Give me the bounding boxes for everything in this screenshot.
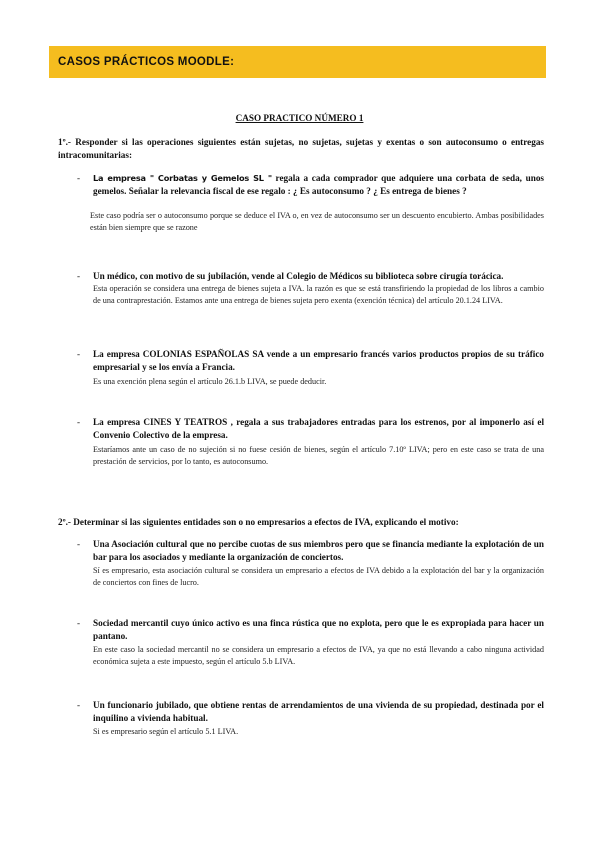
section2-item1-answer: Sí es empresario, esta asociación cultural se considera un empresario a efectos de IVA debido a la explotación del bar y la organización de conciertos con fines de lucro. [93, 566, 544, 588]
section1-item4-text: La empresa CINES Y TEATROS , regala a sus trabajadores entradas para los estrenos, por al imponerlo así el Convenio Colectivo de la empresa. [93, 417, 544, 440]
section2-item2-text: Sociedad mercantil cuyo único activo es una finca rústica que no explota, pero que le es expropiada para hacer un pantano. [93, 618, 544, 641]
section2-item3-answer: Si es empresario según el artículo 5.1 LIVA. [93, 727, 239, 736]
section1-item2-answer: Esta operación se considera una entrega de bienes sujeta a IVA. la razón es que se está transfiriendo la propiedad de los libros a cambio de una contraprestación. Estamos ante una entrega de bienes sujeta pero exenta (exención técnica) del artículo 20.1.24 LIVA. [93, 284, 544, 306]
section1-question: 1º.- Responder si las operaciones siguientes están sujetas, no sujetas, sujetas y exentas o son autoconsumo o entregas intracomunitarias: [58, 137, 544, 160]
section2-item1-text: Una Asociación cultural que no percibe cuotas de sus miembros pero que se financia mediante la explotación de un bar para los asociados y mediante la organización de conciertos. [93, 539, 544, 562]
section2-item3-text: Un funcionario jubilado, que obtiene rentas de arrendamientos de una vivienda de su propiedad, destinada por el inquilino a vivienda habitual. [93, 700, 544, 723]
section1-item3-answer: Es una exención plena según el artículo 26.1.b LIVA, se puede deducir. [93, 377, 327, 386]
section1-item1-answer: Este caso podría ser o autoconsumo porque se deduce el IVA o, en vez de autoconsumo ser un descuento encubierto. Ambas posibilidades están bien siempre que se razone [90, 211, 544, 233]
section1-item3-text: La empresa COLONIAS ESPAÑOLAS SA vende a un empresario francés varios productos propios de su tráfico empresarial y se los envía a Francia. [93, 349, 544, 372]
header-banner-title: CASOS PRÁCTICOS MOODLE: [58, 56, 235, 68]
section2-question: 2º.- Determinar si las siguientes entidades son o no empresarios a efectos de IVA, explicando el motivo: [58, 517, 459, 527]
section2-item3-bullet: - [77, 700, 81, 710]
section1-item2-bullet: - [77, 271, 81, 281]
section2-item2-answer: En este caso la sociedad mercantil no se considera un empresario a efectos de IVA, ya que no está llevando a cabo ninguna actividad económica sujeta a este impuesto, según el artículo 5.b LIVA. [93, 645, 544, 667]
section1-item1-text: La empresa " Corbatas y Gemelos SL " regala a cada comprador que adquiere una corbata de seda, unos gemelos. Señalar la relevancia fiscal de ese regalo : ¿ Es autoconsumo ? ¿ Es entrega de bienes ? [93, 173, 544, 196]
section1-item1-company: La empresa " Corbatas y Gemelos SL " [93, 173, 272, 183]
section2-item2-bullet: - [77, 618, 81, 628]
section1-item3-bullet: - [77, 349, 81, 359]
document-title: CASO PRACTICO NÚMERO 1 [235, 113, 364, 123]
section2-item1-bullet: - [77, 539, 81, 549]
section1-item4-answer: Estaríamos ante un caso de no sujeción si no fuese cesión de bienes, según el artículo 7.10º LIVA; pero en este caso se trata de una prestación de servicios, por lo tanto, es autoconsumo. [93, 445, 544, 467]
section1-item2-text: Un médico, con motivo de su jubilación, vende al Colegio de Médicos su biblioteca sobre cirugía torácica. [93, 271, 504, 281]
section1-item4-bullet: - [77, 417, 81, 427]
section1-item1-bullet: - [77, 173, 81, 183]
